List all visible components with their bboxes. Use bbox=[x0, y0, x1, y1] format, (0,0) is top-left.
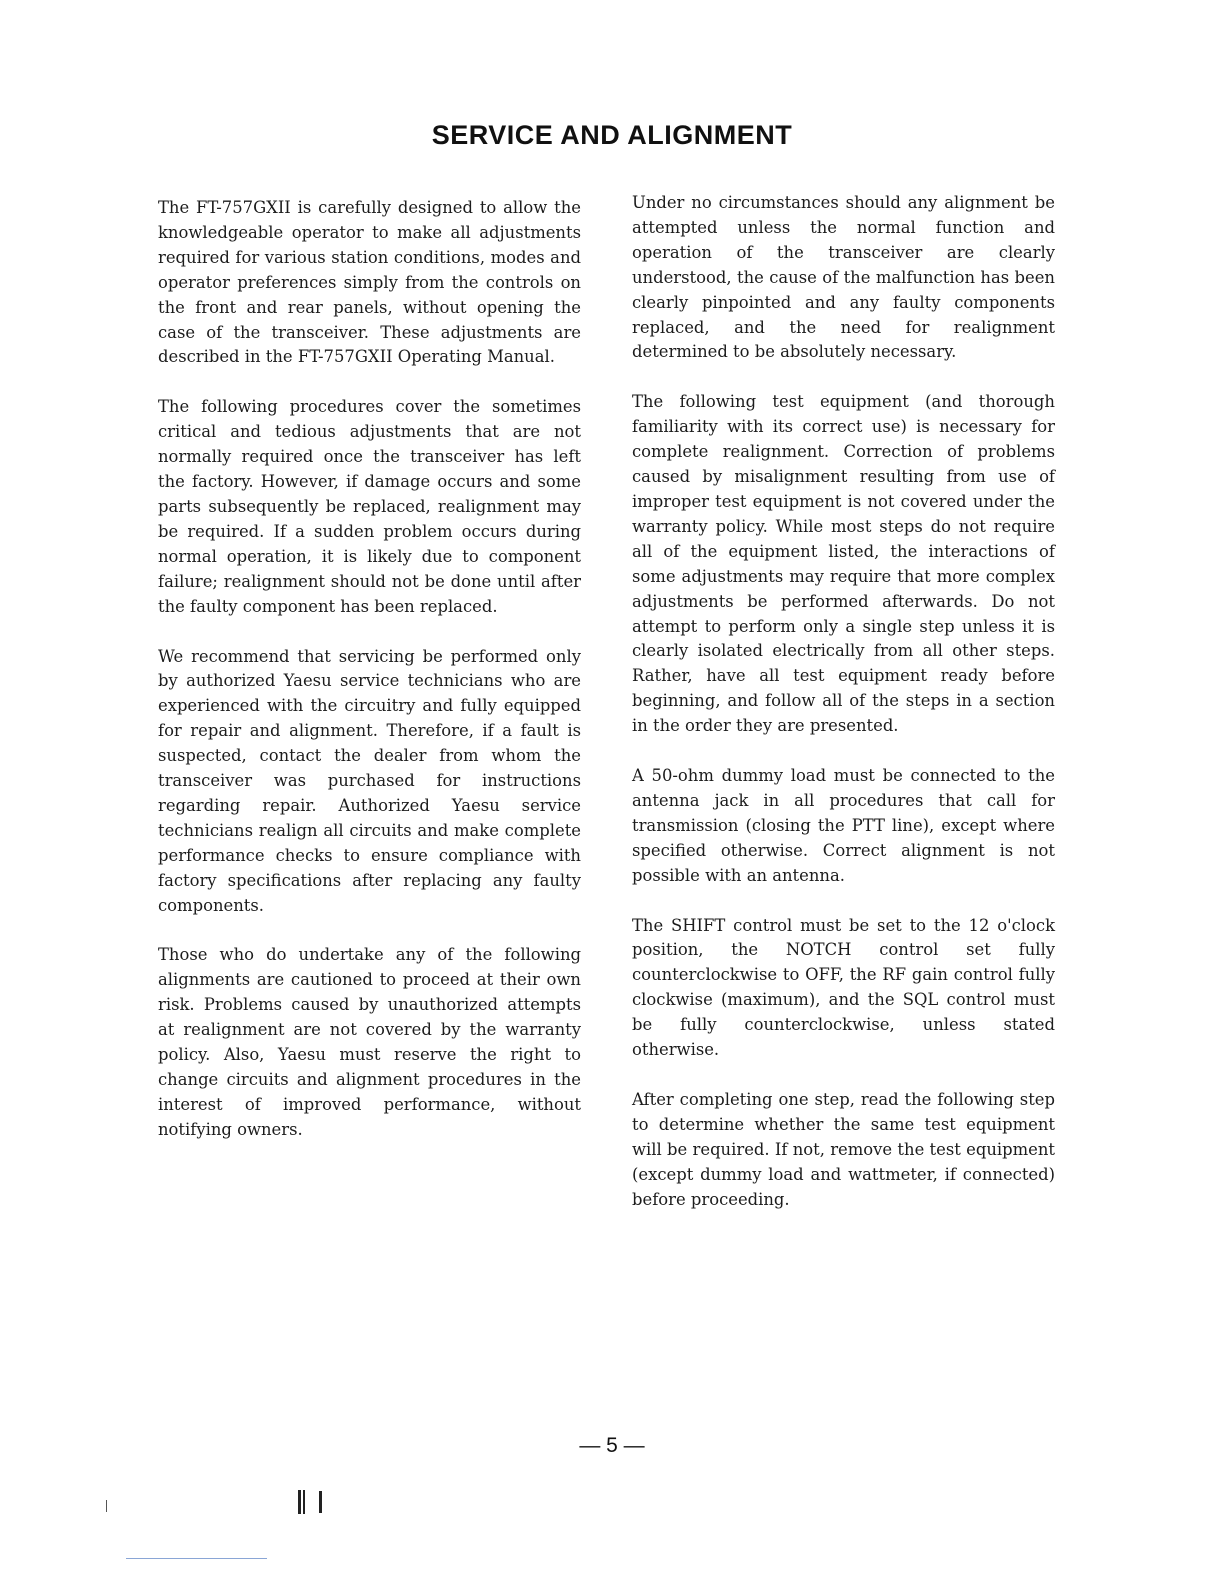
paragraph-dummy-load: A 50-ohm dummy load must be connected to the antenna jack in all procedures that call for transmission (closing the PTT line), except where specified otherwise. Correct alignment is not possible with an antenna. bbox=[632, 766, 1055, 885]
scan-artifact-line bbox=[126, 1558, 267, 1559]
scan-artifact-mark bbox=[303, 1490, 305, 1514]
left-column bbox=[158, 196, 581, 1168]
page-number: — 5 — bbox=[579, 1434, 645, 1457]
paragraph-procedures: The following procedures cover the sometimes critical and tedious adjustments that are not normally required once the transceiver has left the factory. However, if damage occurs and some parts subsequently be replaced, realignment may be required. If a sudden problem occurs during normal operation, it is likely due to component failure; realignment should not be done until after the faulty component has been replaced. bbox=[158, 397, 581, 616]
paragraph-intro: The FT-757GXII is carefully designed to allow the knowledgeable operator to make all adjustments required for various station conditions, modes and operator preferences simply from the controls on the front and rear panels, without opening the case of the transceiver. These adjustments are described in the FT-757GXII Operating Manual. bbox=[158, 198, 581, 367]
paragraph-control-settings: The SHIFT control must be set to the 12 o'clock position, the NOTCH control set fully counterclockwise to OFF, the RF gain control fully clockwise (maximum), and the SQL control must be fully counterclockwise, unless stated otherwise. bbox=[632, 915, 1055, 1060]
scan-artifact-mark bbox=[106, 1500, 107, 1512]
paragraph-test-equipment: The following test equipment (and thorough familiarity with its correct use) is necessary for complete realignment. Correction of problems caused by misalignment resulting from use of improper test equipment is not covered under the warranty policy. While most steps do not require all of the equipment listed, the interactions of some adjustments may require that more complex adjustments be performed afterwards. Do not attempt to perform only a single step unless it is clearly isolated electrically from all other steps. Rather, have all test equipment ready before beginning, and follow all of the steps in a section in the order they are presented. bbox=[632, 392, 1055, 736]
scan-artifact-mark bbox=[298, 1490, 301, 1514]
paragraph-after-step: After completing one step, read the following step to determine whether the same test equipment will be required. If not, remove the test equipment (except dummy load and wattmeter, if connected) before proceeding. bbox=[632, 1090, 1055, 1209]
paragraph-caution: Those who do undertake any of the following alignments are cautioned to proceed at their own risk. Problems caused by unauthorized attempts at realignment are not covered by the warranty policy. Also, Yaesu must reserve the right to change circuits and alignment procedures in the interest of improved performance, without notifying owners. bbox=[158, 945, 581, 1139]
paragraph-circumstances: Under no circumstances should any alignment be attempted unless the normal function and operation of the transceiver are clearly understood, the cause of the malfunction has been clearly pinpointed and any faulty components replaced, and the need for realignment determined to be absolutely necessary. bbox=[632, 193, 1055, 362]
paragraph-recommendation: We recommend that servicing be performed only by authorized Yaesu service technicians who are experienced with the circuitry and fully equipped for repair and alignment. Therefore, if a fault is suspected, contact the dealer from whom the transceiver was purchased for instructions regarding repair. Authorized Yaesu service technicians realign all circuits and make complete performance checks to ensure compliance with factory specifications after replacing any faulty components. bbox=[158, 646, 581, 915]
scan-artifact-mark bbox=[319, 1491, 322, 1513]
right-column bbox=[632, 191, 1055, 1238]
page-title: SERVICE AND ALIGNMENT bbox=[431, 120, 793, 151]
